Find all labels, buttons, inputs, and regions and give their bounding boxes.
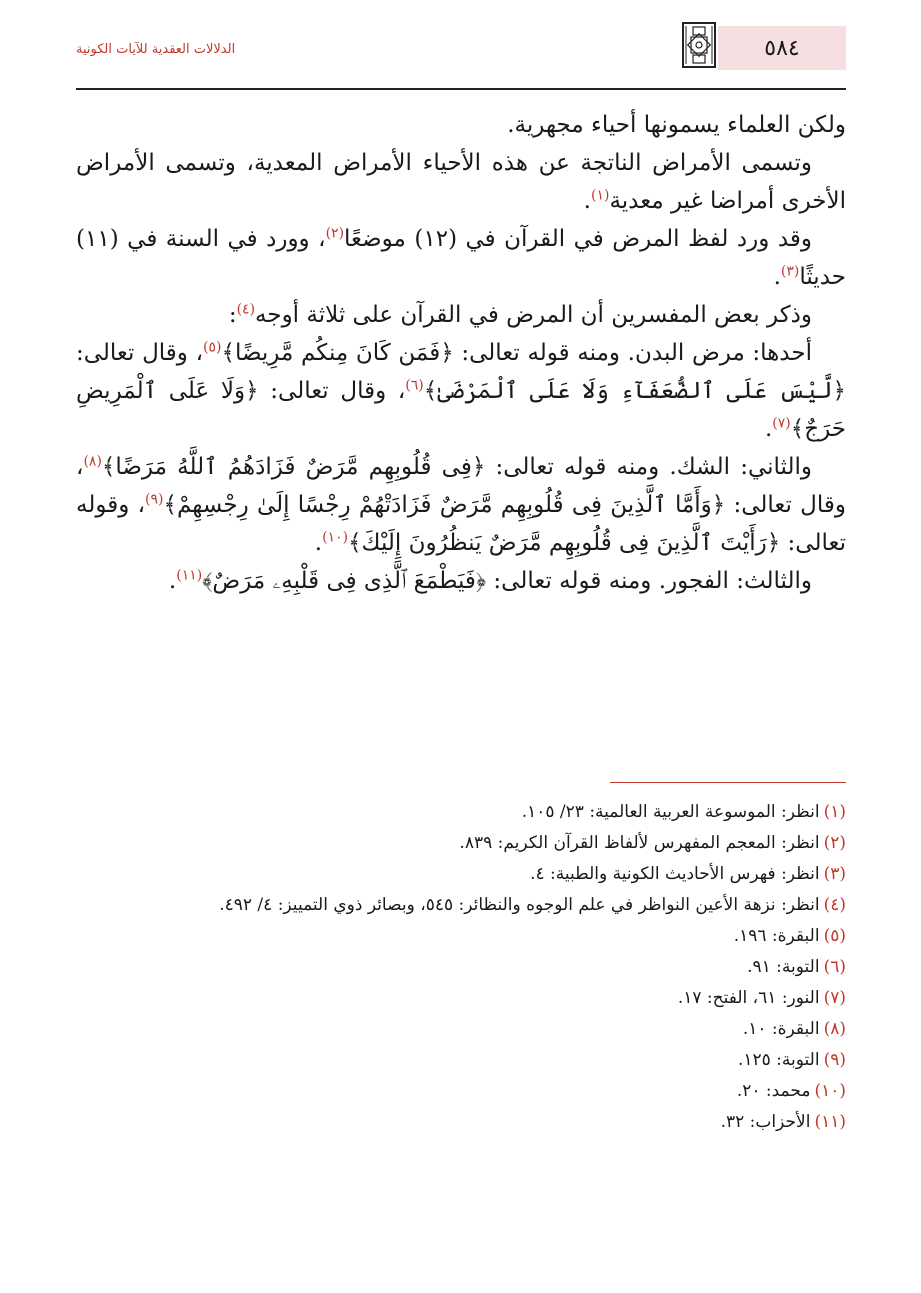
paragraph-text: وذكر بعض المفسرين أن المرض في القرآن على ثلاثة أوجه <box>255 302 812 328</box>
footnote-ref[interactable]: (١١) <box>176 567 203 584</box>
footnotes <box>76 797 846 1138</box>
footnote-item <box>76 1045 846 1076</box>
footnote-ref[interactable]: (١) <box>590 187 610 204</box>
footnote-number: (٦) <box>823 957 846 977</box>
footnote-ref[interactable]: (٢) <box>325 225 345 242</box>
paragraph-1 <box>76 106 846 144</box>
footnote-text: التوبة: ١٢٥. <box>737 1050 820 1070</box>
paragraph-6 <box>76 448 846 562</box>
footnote-text: انظر: نزهة الأعين النواظر في علم الوجوه والنظائر: ٥٤٥، وبصائر ذوي التمييز: ٤/ ٤٩٢. <box>219 895 820 915</box>
paragraph-text: والثاني: الشك. ومنه قوله تعالى: <box>485 454 812 480</box>
paragraph-3 <box>76 220 846 296</box>
paragraph-text: ، وقوله تعالى: <box>76 492 846 556</box>
paragraph-text: ، وقال تعالى: <box>76 454 846 518</box>
footnote-number: (٣) <box>823 864 846 884</box>
quran-verse: ﴿فِى قُلُوبِهِم مَّرَضٌ فَزَادَهُمُ ٱللَّهُ مَرَضًا﴾ <box>101 454 486 480</box>
quran-verse: ﴿وَأَمَّا ٱلَّذِينَ فِى قُلُوبِهِم مَّرَضٌ فَزَادَتْهُمْ رِجْسًا إِلَىٰ رِجْسِهِمْ﴾ <box>163 492 726 518</box>
footnote-item <box>76 952 846 983</box>
paragraph-text: وتسمى الأمراض الناتجة عن هذه الأحياء الأمراض المعدية، وتسمى الأمراض الأخرى أمراضا غير معدية <box>76 150 846 214</box>
punctuation: . <box>314 530 323 556</box>
paragraph-5 <box>76 334 846 448</box>
paragraph-text: ، وورد في السنة في (١١) حديثًا <box>76 226 846 290</box>
page-number: ٥٨٤ <box>764 35 800 61</box>
quran-verse: ﴿فَمَن كَانَ مِنكُم مَّرِيضًا﴾ <box>221 340 454 366</box>
footnote-number: (١٠) <box>814 1081 846 1101</box>
footnote-text: انظر: الموسوعة العربية العالمية: ٢٣/ ١٠٥. <box>521 802 820 822</box>
geometric-star-ornament-icon <box>682 22 716 68</box>
quran-verse: ﴿رَأَيْتَ ٱلَّذِينَ فِى قُلُوبِهِم مَّرَضٌ يَنظُرُونَ إِلَيْكَ﴾ <box>348 530 781 556</box>
paragraph-7 <box>76 562 846 600</box>
running-title: الدلالات العقدية للآيات الكونية <box>76 42 236 57</box>
footnote-text: الأحزاب: ٣٢. <box>720 1112 811 1132</box>
footnote-number: (٩) <box>823 1050 846 1070</box>
footnote-number: (٢) <box>823 833 846 853</box>
paragraph-text: ، وقال تعالى: <box>258 378 406 404</box>
footnote-text: انظر: فهرس الأحاديث الكونية والطبية: ٤. <box>530 864 820 884</box>
header-divider <box>76 88 846 90</box>
footnote-item <box>76 797 846 828</box>
footnote-item <box>76 921 846 952</box>
punctuation: . <box>764 416 773 442</box>
main-text <box>76 106 846 600</box>
footnote-item <box>76 983 846 1014</box>
footnote-number: (٤) <box>823 895 846 915</box>
footnote-ref[interactable]: (١٠) <box>322 529 349 546</box>
footnote-ref[interactable]: (٩) <box>145 491 164 508</box>
footnote-item <box>76 828 846 859</box>
footnote-text: التوبة: ٩١. <box>747 957 820 977</box>
footnote-ref[interactable]: (٨) <box>83 453 102 470</box>
footnote-text: النور: ٦١، الفتح: ١٧. <box>677 988 820 1008</box>
footnote-number: (١) <box>823 802 846 822</box>
paragraph-text: ولكن العلماء يسمونها أحياء مجهرية. <box>507 112 846 138</box>
footnote-item <box>76 859 846 890</box>
footnote-number: (٧) <box>823 988 846 1008</box>
quran-verse: ﴿فَيَطْمَعَ ٱلَّذِى فِى قَلْبِهِۦ مَرَضٌ﴾ <box>202 568 487 594</box>
punctuation: . <box>773 264 781 290</box>
paragraph-2 <box>76 144 846 220</box>
footnote-number: (٨) <box>823 1019 846 1039</box>
punctuation: . <box>583 188 591 214</box>
footnote-text: انظر: المعجم المفهرس لألفاظ القرآن الكريم: ٨٣٩. <box>459 833 820 853</box>
footnote-ref[interactable]: (٧) <box>772 415 791 432</box>
page-number-box <box>718 26 846 70</box>
footnote-item <box>76 1107 846 1138</box>
quran-verse: ﴿لَّيْسَ عَلَى ٱلضُّعَفَآءِ وَلَا عَلَى ٱلْمَرْضَىٰ﴾ <box>423 378 846 404</box>
footnote-item <box>76 1076 846 1107</box>
footnote-divider <box>610 782 846 783</box>
quran-verse: ﴿وَلَا عَلَى ٱلْمَرِيضِ حَرَجٌ﴾ <box>76 378 846 442</box>
footnote-number: (١١) <box>814 1112 846 1132</box>
footnote-ref[interactable]: (٦) <box>405 377 424 394</box>
paragraph-text: وقد ورد لفظ المرض في القرآن في (١٢) موضعًا <box>344 226 813 252</box>
footnote-text: البقرة: ١٠. <box>742 1019 820 1039</box>
footnote-ref[interactable]: (٤) <box>236 301 256 318</box>
paragraph-4 <box>76 296 846 334</box>
footnote-number: (٥) <box>823 926 846 946</box>
punctuation: . <box>168 568 177 594</box>
paragraph-text: ، وقال تعالى: <box>76 340 203 366</box>
footnote-ref[interactable]: (٥) <box>203 339 222 356</box>
footnote-item <box>76 890 846 921</box>
footnote-item <box>76 1014 846 1045</box>
footnote-text: محمد: ٢٠. <box>736 1081 811 1101</box>
footnote-text: البقرة: ١٩٦. <box>733 926 820 946</box>
paragraph-text: أحدها: مرض البدن. ومنه قوله تعالى: <box>453 340 812 366</box>
paragraph-text: والثالث: الفجور. ومنه قوله تعالى: <box>486 568 812 594</box>
punctuation: : <box>228 302 237 328</box>
footnote-ref[interactable]: (٣) <box>780 263 800 280</box>
